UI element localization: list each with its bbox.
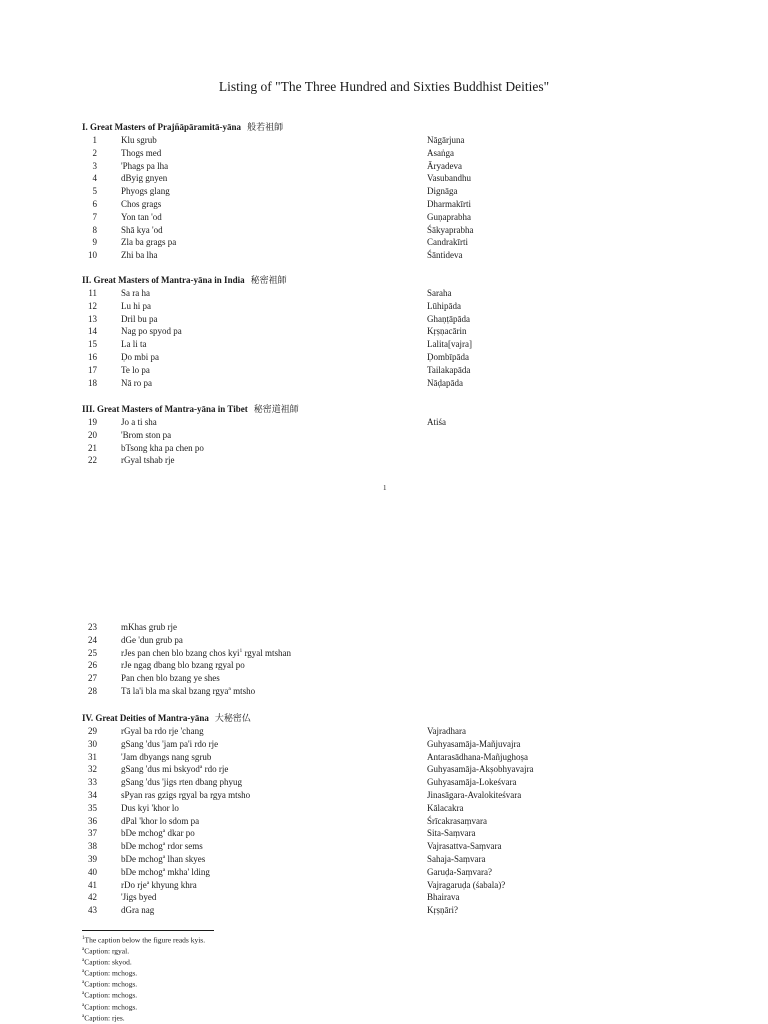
entry-number: 20 [88, 429, 97, 440]
footnote [82, 1012, 205, 1023]
tibetan-name-text: Dus kyi 'khor lo [121, 802, 179, 813]
tibetan-name-text: rGyal tshab rje [121, 455, 175, 466]
tibetan-name [121, 429, 171, 442]
list-item [82, 454, 682, 467]
list-item [82, 738, 682, 751]
entry-number: 24 [88, 634, 97, 645]
entry-number: 8 [92, 224, 97, 235]
tibetan-name-text-continued: rdor sems [165, 841, 203, 852]
footnote-text: Caption: rgyal. [84, 946, 130, 956]
tibetan-name-text: 'Jam dbyangs nang sgrub [121, 751, 212, 762]
tibetan-name-text: mKhas grub rje [121, 622, 177, 632]
tibetan-name [121, 377, 152, 390]
section-mantrayana-tibet-masters [82, 403, 682, 467]
entry-number: 2 [92, 147, 97, 158]
list-item [82, 198, 682, 211]
tibetan-name-text: rJes pan chen blo bzang chos kyi [121, 647, 240, 658]
list-item [82, 866, 682, 879]
list-item [82, 659, 682, 672]
tibetan-name-text-continued: khyung khra [149, 879, 197, 890]
footnote-mark: a [82, 1002, 85, 1008]
tibetan-name-text: Zhi ba lha [121, 250, 158, 261]
tibetan-name-text: Shā kya 'od [121, 224, 163, 235]
entry-number: 13 [88, 313, 97, 324]
entry-number: 36 [88, 815, 97, 826]
tibetan-name-text: Tā la'i bla ma skal bzang rgya [121, 685, 229, 696]
tibetan-name-text-continued: rgyal mtshan [242, 647, 292, 658]
sanskrit-name: Nāḍapāda [427, 377, 463, 388]
tibetan-name [121, 672, 220, 685]
footnote-mark: 1 [82, 936, 85, 941]
sanskrit-name: Vajradhara [427, 726, 466, 736]
page-number: 1 [383, 484, 387, 492]
list-item [82, 377, 682, 390]
list-item [82, 672, 682, 685]
tibetan-name [121, 442, 204, 455]
sanskrit-name: Antarasādhana-Mañjughoṣa [427, 751, 528, 762]
list-item [82, 224, 682, 237]
sanskrit-name: Candrakīrti [427, 237, 468, 248]
tibetan-name-text-continued: rdo rje [202, 764, 229, 775]
tibetan-name [121, 789, 250, 802]
footnote-marker: 1 [239, 647, 243, 654]
tibetan-name [121, 287, 150, 300]
section-heading-cjk: 大秘密仏 [214, 713, 251, 723]
sanskrit-name: Śāntideva [427, 250, 463, 261]
entry-number: 21 [88, 442, 97, 453]
entry-number: 1 [92, 135, 97, 145]
tibetan-name-text: dGe 'dun grub pa [121, 634, 183, 645]
footnote-text: Caption: mchogs. [84, 1002, 138, 1012]
entry-number: 7 [92, 211, 97, 222]
tibetan-name [121, 211, 162, 224]
tibetan-name-text: La li ta [121, 339, 147, 350]
sanskrit-name: Guhyasamāja-Akṣobhyavajra [427, 764, 534, 775]
tibetan-name-text: rDo rje [121, 879, 147, 890]
section-heading [82, 121, 682, 133]
entry-number: 3 [92, 160, 97, 171]
footnotes [82, 934, 205, 1023]
tibetan-name-text: Zla ba grags pa [121, 237, 177, 248]
tibetan-name-text: Thogs med [121, 147, 162, 158]
tibetan-name-text: Te lo pa [121, 364, 150, 375]
footnote-marker: a [199, 764, 203, 771]
list-item [82, 325, 682, 338]
list-item [82, 647, 682, 660]
tibetan-name [121, 891, 156, 904]
tibetan-name [121, 866, 210, 879]
list-item [82, 287, 682, 300]
list-item [82, 160, 682, 173]
entry-number: 11 [88, 288, 97, 298]
entry-number: 28 [88, 685, 97, 696]
tibetan-name [121, 300, 151, 313]
footnote-mark: a [82, 958, 85, 964]
section-heading [82, 712, 682, 724]
tibetan-name [121, 160, 168, 173]
sanskrit-name: Vajrasattva-Saṃvara [427, 841, 502, 852]
tibetan-name [121, 879, 197, 892]
entry-number: 14 [88, 326, 97, 337]
tibetan-name [121, 827, 195, 840]
tibetan-name [121, 147, 161, 160]
section-heading-cjk: 般若祖師 [247, 122, 284, 132]
tibetan-name-text: Sa ra ha [121, 288, 150, 298]
sanskrit-name: Asaṅga [427, 147, 454, 158]
sanskrit-name: Nāgārjuna [427, 135, 465, 145]
tibetan-name-text-continued: dkar po [165, 828, 195, 839]
footnote-marker: a [162, 841, 166, 848]
tibetan-name-text: Jo a ti sha [121, 417, 157, 427]
footnote-mark: a [82, 980, 85, 986]
list-item [82, 802, 682, 815]
entry-number: 38 [88, 841, 97, 852]
list-item [82, 815, 682, 828]
entry-number: 25 [88, 647, 97, 658]
entry-number: 16 [88, 351, 97, 362]
sanskrit-name: Guhyasamāja-Lokeśvara [427, 777, 517, 788]
list-item [82, 236, 682, 249]
entry-number: 4 [92, 173, 97, 184]
tibetan-name [121, 185, 170, 198]
tibetan-name [121, 763, 228, 776]
tibetan-name-text-continued: mtsho [230, 685, 256, 696]
tibetan-name-text: 'Phags pa lha [121, 160, 169, 171]
list-item [82, 134, 682, 147]
footnote-text: Caption: mchogs. [84, 968, 138, 978]
footnote-marker: a [146, 879, 150, 886]
footnote-text: The caption below the figure reads kyis. [84, 935, 206, 945]
tibetan-name [121, 134, 157, 147]
footnote-mark: a [82, 947, 85, 953]
sanskrit-name: Bhairava [427, 892, 460, 903]
list-item [82, 904, 682, 917]
sanskrit-name: Vasubandhu [427, 173, 471, 184]
list-item [82, 313, 682, 326]
list-item [82, 827, 682, 840]
tibetan-name-text: Pan chen blo bzang ye shes [121, 673, 220, 684]
entry-number: 9 [92, 237, 97, 248]
page-title: Listing of "The Three Hundred and Sixties Buddhist Deities" [218, 79, 550, 94]
sanskrit-name: Dignāga [427, 186, 458, 197]
list-item [82, 338, 682, 351]
list-item [82, 685, 682, 698]
sanskrit-name: Tailakapāda [427, 364, 471, 375]
entry-number: 35 [88, 802, 97, 813]
list-item [82, 351, 682, 364]
entry-number: 17 [88, 364, 97, 375]
sanskrit-name: Lūhipāda [427, 300, 461, 311]
footnote [82, 934, 205, 945]
section-mantrayana-great-deities [82, 712, 682, 917]
tibetan-name-text: Ḍo mbi pa [121, 351, 159, 362]
list-item [82, 429, 682, 442]
tibetan-name [121, 904, 154, 917]
entry-number: 30 [88, 738, 97, 749]
tibetan-name [121, 198, 161, 211]
tibetan-name-text: bDe mchog [121, 828, 163, 839]
entry-number: 15 [88, 339, 97, 350]
list-item [82, 300, 682, 313]
footnote [82, 945, 205, 956]
section-heading-cjk: 秘密道祖師 [253, 404, 299, 414]
entry-number: 33 [88, 777, 97, 788]
entry-number: 32 [88, 764, 97, 775]
tibetan-name-text: Klu sgrub [121, 135, 157, 145]
tibetan-name [121, 621, 177, 634]
list-item [82, 763, 682, 776]
tibetan-name-text: Yon tan 'od [121, 211, 162, 222]
sanskrit-name: Āryadeva [427, 160, 462, 171]
footnote-mark: a [82, 969, 85, 975]
sanskrit-name: Lalita[vajra] [427, 339, 472, 350]
tibetan-name-text: Nag po spyod pa [121, 326, 182, 337]
list-item [82, 840, 682, 853]
tibetan-name-text: bDe mchog [121, 853, 163, 864]
list-item [82, 621, 682, 634]
section-heading-text: IV. Great Deities of Mantra-yāna [82, 713, 209, 723]
tibetan-name-text: dGra nag [121, 905, 155, 916]
tibetan-name-text: rJe ngag dbang blo bzang rgyal po [121, 660, 245, 671]
list-item [82, 891, 682, 904]
entry-number: 41 [88, 879, 97, 890]
tibetan-name-text-continued: lhan skyes [165, 853, 206, 864]
entry-number: 5 [92, 186, 97, 197]
sanskrit-name: Atiśa [427, 417, 446, 427]
tibetan-name-text: rGyal ba rdo rje 'chang [121, 726, 204, 736]
sanskrit-name: Jinasāgara-Avalokiteśvara [427, 789, 522, 800]
list-item [82, 211, 682, 224]
tibetan-name [121, 738, 218, 751]
tibetan-name [121, 351, 159, 364]
footnote-marker: a [162, 828, 166, 835]
sanskrit-name: Dharmakīrti [427, 198, 471, 209]
sanskrit-name: Kṛṣṇacārin [427, 326, 467, 337]
tibetan-name-text: sPyan ras gzigs rgyal ba rgya mtsho [121, 789, 251, 800]
footnote-marker: a [162, 866, 166, 873]
tibetan-name [121, 416, 157, 429]
sanskrit-name: Saraha [427, 288, 452, 298]
list-item [82, 853, 682, 866]
tibetan-name [121, 685, 255, 698]
section-heading-text: III. Great Masters of Mantra-yāna in Tibet [82, 404, 248, 414]
section-prajnaparamita-masters [82, 121, 682, 262]
footnote-text: Caption: mchogs. [84, 979, 138, 989]
footnote-text: Caption: rjes. [84, 1013, 125, 1023]
entry-number: 22 [88, 455, 97, 466]
tibetan-name [121, 725, 204, 738]
sanskrit-name: Ghaṇṭāpāda [427, 313, 470, 324]
section-heading-cjk: 秘密祖師 [250, 275, 287, 285]
sanskrit-name: Garuḍa-Saṃvara? [427, 866, 492, 877]
list-item [82, 364, 682, 377]
sanskrit-name: Śrīcakrasaṃvara [427, 815, 487, 826]
tibetan-name-text: dByig gnyen [121, 173, 168, 184]
footnote-text: Caption: skyod. [84, 957, 132, 967]
section-heading-text: I. Great Masters of Prajñāpāramitā-yāna [82, 122, 242, 132]
list-item [82, 634, 682, 647]
entry-number: 19 [88, 417, 97, 427]
entry-number: 42 [88, 892, 97, 903]
tibetan-name [121, 338, 147, 351]
entry-number: 12 [88, 300, 97, 311]
sanskrit-name: Guṇaprabha [427, 211, 471, 222]
list-item [82, 879, 682, 892]
section-heading [82, 274, 682, 286]
sanskrit-name: Śākyaprabha [427, 224, 474, 235]
tibetan-name-text: gSang 'dus 'jam pa'i rdo rje [121, 738, 219, 749]
sanskrit-name: Kālacakra [427, 802, 464, 813]
tibetan-name-text: bTsong kha pa chen po [121, 442, 204, 453]
footnote [82, 989, 205, 1000]
entry-number: 40 [88, 866, 97, 877]
tibetan-name [121, 634, 183, 647]
tibetan-name [121, 236, 176, 249]
tibetan-name-text: bDe mchog [121, 866, 163, 877]
tibetan-name-text: gSang 'dus 'jigs rten dbang phyug [121, 777, 242, 788]
entry-number: 31 [88, 751, 97, 762]
list-item [82, 442, 682, 455]
entry-number: 23 [88, 622, 97, 632]
sanskrit-name: Sahaja-Saṃvara [427, 853, 486, 864]
footnote-rule [82, 930, 214, 931]
sanskrit-name: Ḍombīpāda [427, 351, 469, 362]
tibetan-name [121, 325, 182, 338]
entry-number: 29 [88, 726, 97, 736]
footnote-mark: a [82, 1013, 85, 1019]
footnote-mark: a [82, 991, 85, 997]
tibetan-name [121, 224, 163, 237]
footnote [82, 978, 205, 989]
footnote-text: Caption: mchogs. [84, 990, 138, 1000]
list-item [82, 249, 682, 262]
tibetan-name-text: Lu hi pa [121, 300, 151, 311]
sanskrit-name: Sita-Saṃvara [427, 828, 476, 839]
footnote [82, 956, 205, 967]
tibetan-name [121, 647, 291, 660]
tibetan-name-text: dPal 'khor lo sdom pa [121, 815, 200, 826]
tibetan-name [121, 364, 150, 377]
list-item [82, 147, 682, 160]
list-item [82, 751, 682, 764]
section-heading-text: II. Great Masters of Mantra-yāna in India [82, 275, 245, 285]
list-item [82, 416, 682, 429]
tibetan-name-text: Nā ro pa [121, 377, 152, 388]
footnote [82, 967, 205, 978]
footnote-marker: a [162, 853, 166, 860]
entry-number: 39 [88, 853, 97, 864]
entry-number: 34 [88, 789, 97, 800]
tibetan-name [121, 454, 174, 467]
tibetan-name [121, 659, 245, 672]
tibetan-name [121, 751, 211, 764]
footnote [82, 1001, 205, 1012]
entry-number: 27 [88, 673, 97, 684]
list-item [82, 185, 682, 198]
tibetan-name-text: Chos grags [121, 198, 162, 209]
tibetan-name-text-continued: mkha' lding [165, 866, 210, 877]
tibetan-name [121, 776, 242, 789]
tibetan-name [121, 313, 158, 326]
footnote-marker: a [228, 685, 231, 692]
list-item [82, 776, 682, 789]
sanskrit-name: Kṛṣṇāri? [427, 905, 458, 916]
section-heading [82, 403, 682, 415]
tibetan-name [121, 249, 158, 262]
section-mantrayana-india-masters [82, 274, 682, 389]
tibetan-name-text: Phyogs glang [121, 186, 170, 197]
tibetan-name [121, 172, 167, 185]
tibetan-name-text: gSang 'dus mi bskyod [121, 764, 200, 775]
tibetan-name-text: 'Brom ston pa [121, 429, 172, 440]
list-item [82, 172, 682, 185]
list-item [82, 789, 682, 802]
entry-number: 6 [92, 198, 97, 209]
entry-number: 26 [88, 660, 97, 671]
entry-number: 43 [88, 905, 97, 916]
tibetan-name-text: 'Jigs byed [121, 892, 157, 903]
section-mantrayana-tibet-masters-continued [82, 621, 682, 698]
sanskrit-name: Vajragaruḍa (śabala)? [427, 879, 506, 890]
tibetan-name [121, 802, 179, 815]
tibetan-name-text: Dril bu pa [121, 313, 158, 324]
entry-number: 10 [88, 250, 97, 261]
sanskrit-name: Guhyasamāja-Mañjuvajra [427, 738, 521, 749]
tibetan-name [121, 840, 203, 853]
list-item [82, 725, 682, 738]
entry-number: 18 [88, 377, 97, 388]
tibetan-name [121, 853, 205, 866]
tibetan-name [121, 815, 199, 828]
tibetan-name-text: bDe mchog [121, 841, 163, 852]
entry-number: 37 [88, 828, 97, 839]
